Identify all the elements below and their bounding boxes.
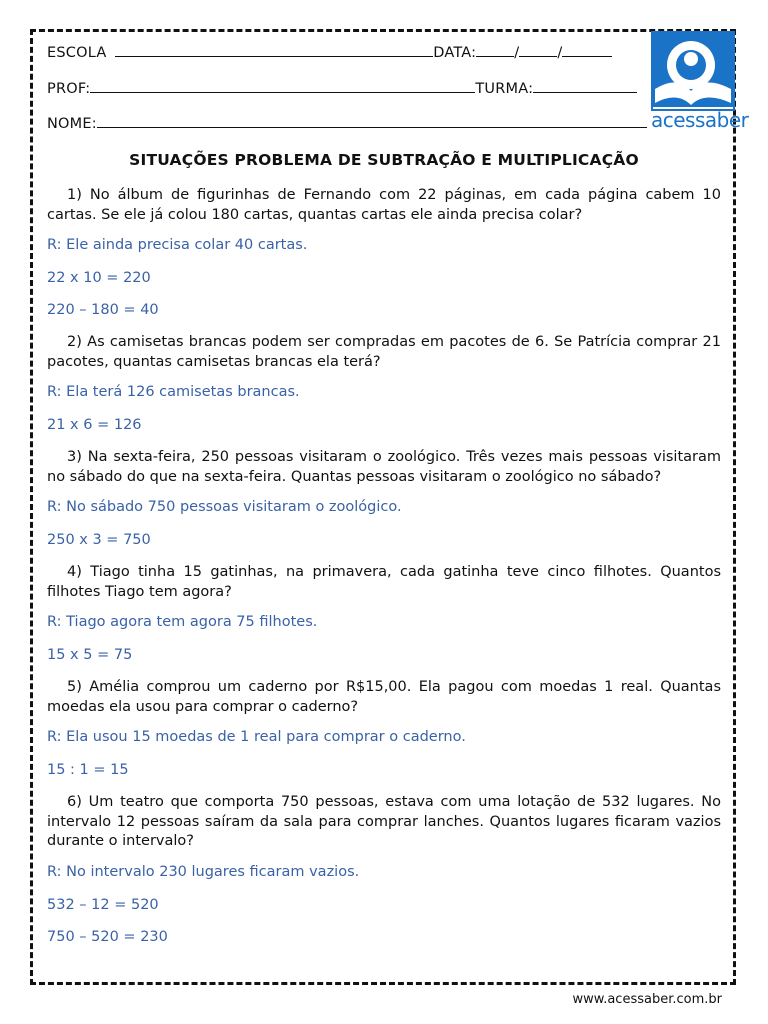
problem-5 [47, 678, 721, 780]
date-month-field[interactable] [519, 44, 557, 57]
prof-label: PROF: [47, 81, 91, 97]
date-sep-1: / [514, 45, 520, 61]
prof-row [47, 80, 637, 97]
escola-row [47, 44, 612, 61]
problem-question: 3) Na sexta-feira, 250 pessoas visitaram o zoológico. Três vezes mais pessoas visitaram no sábado do que na sexta-feira. Quantas pessoas visitaram o zoológico no sábado? [47, 449, 721, 485]
problem-calc: 750 – 520 = 230 [47, 928, 168, 945]
problem-calc: 15 x 5 = 75 [47, 647, 133, 663]
nome-label: NOME: [47, 116, 97, 132]
problem-answer: R: Ela usou 15 moedas de 1 real para comprar o caderno. [47, 729, 466, 745]
escola-field[interactable] [115, 44, 433, 57]
problem-answer: R: Tiago agora tem agora 75 filhotes. [47, 614, 318, 630]
problem-question: 1) No álbum de figurinhas de Fernando com 22 páginas, em cada página cabem 10 cartas. Se ele já colou 180 cartas, quantas cartas ele ainda precisa colar? [47, 187, 721, 223]
problem-question: 4) Tiago tinha 15 gatinhas, na primavera, cada gatinha teve cinco filhotes. Quantos filhotes Tiago tem agora? [47, 564, 721, 600]
turma-field[interactable] [533, 80, 637, 93]
nome-field[interactable] [97, 115, 647, 128]
escola-label: ESCOLA [47, 45, 107, 61]
data-label: DATA: [433, 45, 477, 61]
problem-answer: R: No intervalo 230 lugares ficaram vazios. [47, 863, 360, 880]
date-year-field[interactable] [562, 44, 612, 57]
page-title: SITUAÇÕES PROBLEMA DE SUBTRAÇÃO E MULTIPLICAÇÃO [129, 151, 639, 169]
turma-label: TURMA: [475, 81, 534, 97]
problem-calc: 250 x 3 = 750 [47, 532, 151, 548]
problems-list [47, 186, 721, 960]
problem-2 [47, 333, 721, 435]
prof-field[interactable] [90, 80, 475, 93]
problem-answer: R: No sábado 750 pessoas visitaram o zoológico. [47, 499, 402, 515]
problem-4 [47, 563, 721, 665]
problem-calc: 532 – 12 = 520 [47, 896, 159, 913]
problem-answer: R: Ela terá 126 camisetas brancas. [47, 384, 300, 400]
problem-answer: R: Ele ainda precisa colar 40 cartas. [47, 237, 308, 253]
problem-3 [47, 448, 721, 550]
footer-url[interactable]: www.acessaber.com.br [572, 992, 722, 1007]
problem-6 [47, 793, 721, 947]
date-sep-2: / [557, 45, 563, 61]
problem-question: 5) Amélia comprou um caderno por R$15,00. Ela pagou com moedas 1 real. Quantas moedas ela usou para comprar o caderno? [47, 679, 721, 715]
problem-1 [47, 186, 721, 320]
problem-question: 6) Um teatro que comporta 750 pessoas, estava com uma lotação de 532 lugares. No intervalo 12 pessoas saíram da sala para comprar lanches. Quantos lugares ficaram vazios durante o intervalo? [47, 794, 721, 849]
problem-calc: 21 x 6 = 126 [47, 417, 142, 433]
nome-row [47, 115, 647, 132]
problem-question: 2) As camisetas brancas podem ser compradas em pacotes de 6. Se Patrícia comprar 21 pacotes, quantas camisetas brancas ela terá? [47, 334, 721, 370]
problem-calc: 220 – 180 = 40 [47, 302, 159, 318]
problem-calc: 22 x 10 = 220 [47, 270, 151, 286]
problem-calc: 15 : 1 = 15 [47, 762, 129, 778]
logo-text: acessaber [651, 108, 749, 132]
date-day-field[interactable] [476, 44, 514, 57]
